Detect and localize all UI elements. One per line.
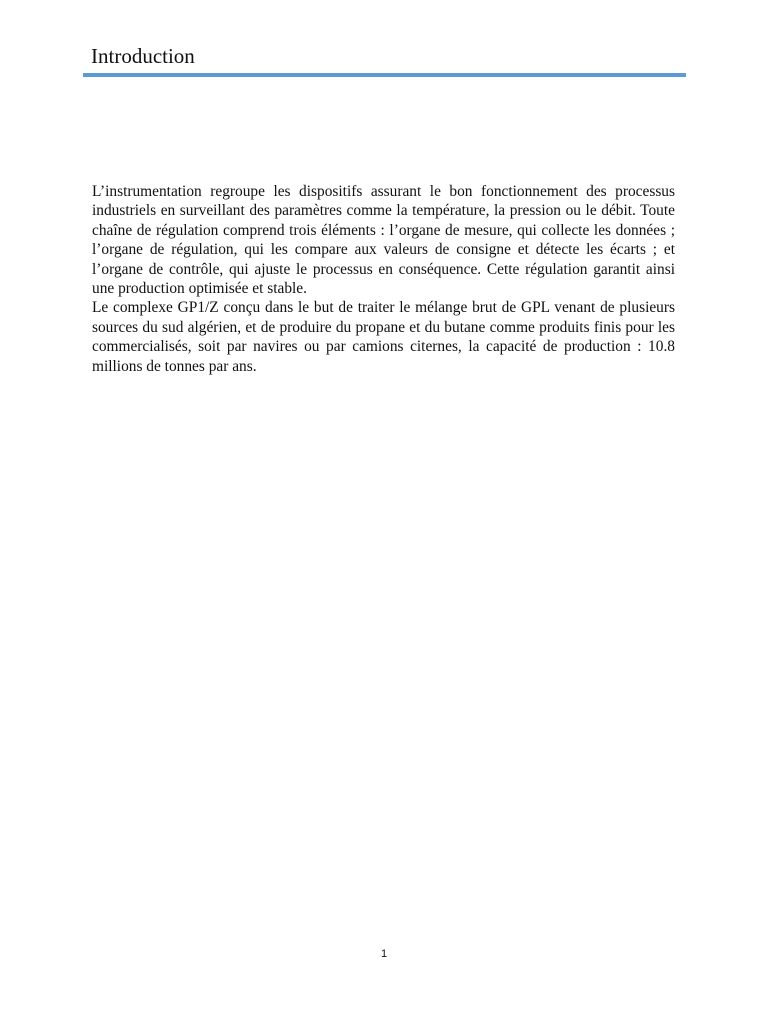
page-header	[83, 42, 686, 77]
header-divider	[83, 73, 686, 77]
page-title: Introduction	[91, 44, 195, 68]
paragraph-instrumentation: L’instrumentation regroupe les dispositifs assurant le bon fonctionnement des processus industriels en surveillant des paramètres comme la température, la pression ou le débit. Toute chaîne de régulation comprend trois éléments : l’organe de mesure, qui collecte les données ; l’organe de régulation, qui les compare aux valeurs de consigne et détecte les écarts ; et l’organe de contrôle, qui ajuste le processus en conséquence. Cette régulation garantit ainsi une production optimisée et stable.	[92, 183, 675, 298]
page-number: 1	[380, 948, 388, 960]
document-body	[92, 182, 675, 376]
paragraph-complex-gp1z: Le complexe GP1/Z conçu dans le but de traiter le mélange brut de GPL venant de plusieurs sources du sud algérien, et de produire du propane et du butane comme produits finis pour les commercialisés, soit par navires ou par camions citernes, la capacité de production : 10.8 millions de tonnes par ans.	[92, 299, 675, 375]
